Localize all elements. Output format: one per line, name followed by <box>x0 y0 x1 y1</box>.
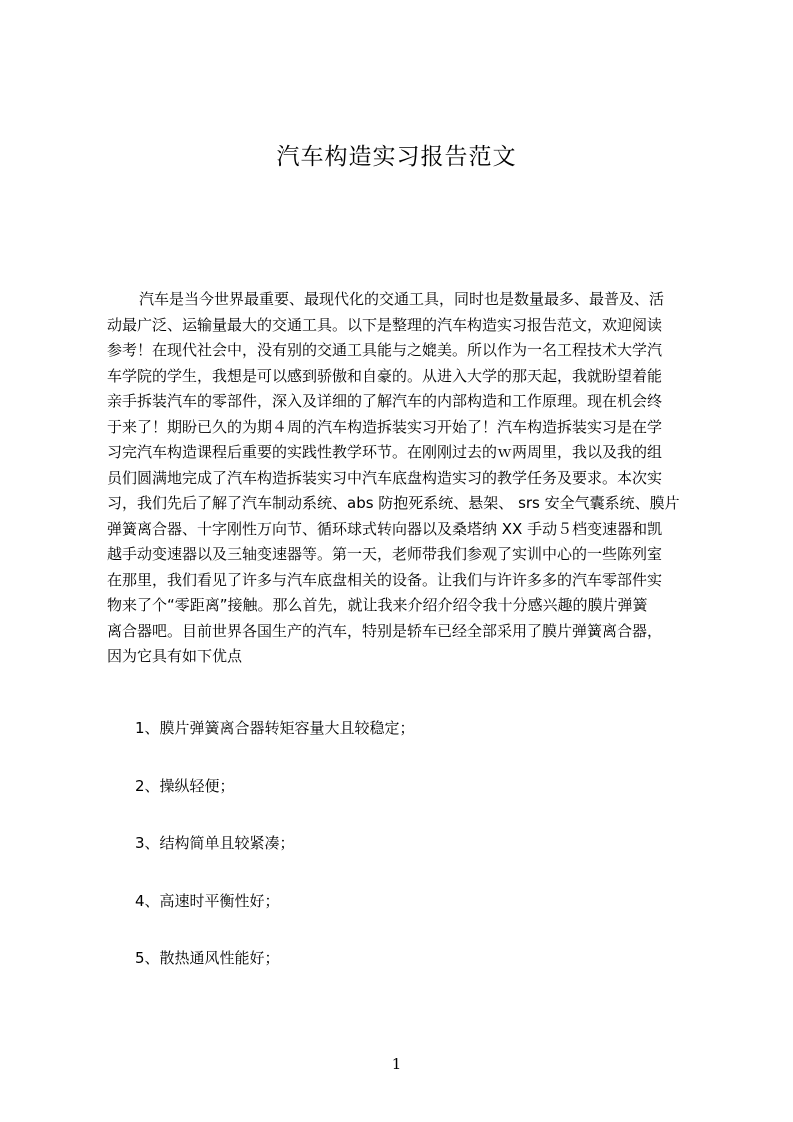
list-item: 1、膜片弹簧离合器转矩容量大且较稳定； <box>135 719 415 737</box>
body-line: 员们圆满地完成了汽车构造拆装实习中汽车底盘构造实习的教学任务及要求。本次实 <box>107 468 663 487</box>
list-item: 4、高速时平衡性好； <box>135 891 280 910</box>
body-line: 习完汽车构造课程后重要的实践性教学环节。在刚刚过去的ｗ两周里，我以及我的组 <box>107 443 663 461</box>
list-item: 2、操纵轻便； <box>135 776 235 795</box>
body-line: 亲手拆装汽车的零部件，深入及详细的了解汽车的内部构造和工作原理。现在机会终 <box>107 392 663 410</box>
body-line: 物来了个“零距离”接触。那么首先，就让我来介绍介绍令我十分感兴趣的膜片弹簧 <box>107 596 648 614</box>
body-line: 因为它具有如下优点 <box>107 647 243 665</box>
body-line: 于来了！期盼已久的为期４周的汽车构造拆装实习开始了！汽车构造拆装实习是在学 <box>107 417 663 436</box>
page-number: 1 <box>391 1055 402 1073</box>
body-line: 动最广泛、运输量最大的交通工具。以下是整理的汽车构造实习报告范文，欢迎阅读 <box>107 315 663 334</box>
body-line: 汽车是当今世界最重要、最现代化的交通工具，同时也是数量最多、最普及、活 <box>139 290 665 308</box>
body-line: 车学院的学生，我想是可以感到骄傲和自豪的。从进入大学的那天起，我就盼望着能 <box>107 366 663 385</box>
list-item: 3、结构简单且较紧凑； <box>135 834 295 852</box>
body-line: 在那里，我们看见了许多与汽车底盘相关的设备。让我们与许许多多的汽车零部件实 <box>107 570 663 589</box>
list-item: 5、散热通风性能好； <box>135 949 280 967</box>
body-line: 习，我们先后了解了汽车制动系统、abs 防抱死系统、悬架、 srs 安全气囊系统、膜片 <box>107 494 680 512</box>
advantages-list <box>135 716 415 1004</box>
body-line: 越手动变速器以及三轴变速器等。第一天，老师带我们参观了实训中心的一些陈列室 <box>107 545 663 563</box>
body-paragraph <box>107 287 697 670</box>
body-line: 参考！在现代社会中，没有别的交通工具能与之媲美。所以作为一名工程技术大学汽 <box>107 341 663 359</box>
body-line: 离合器吧。目前世界各国生产的汽车，特别是轿车已经全部采用了膜片弹簧离合器， <box>107 621 663 640</box>
body-line: 弹簧离合器、十字刚性万向节、循环球式转向器以及桑塔纳 XX 手动５档变速器和凯 <box>107 519 663 538</box>
document-title: 汽车构造实习报告范文 <box>276 144 517 170</box>
